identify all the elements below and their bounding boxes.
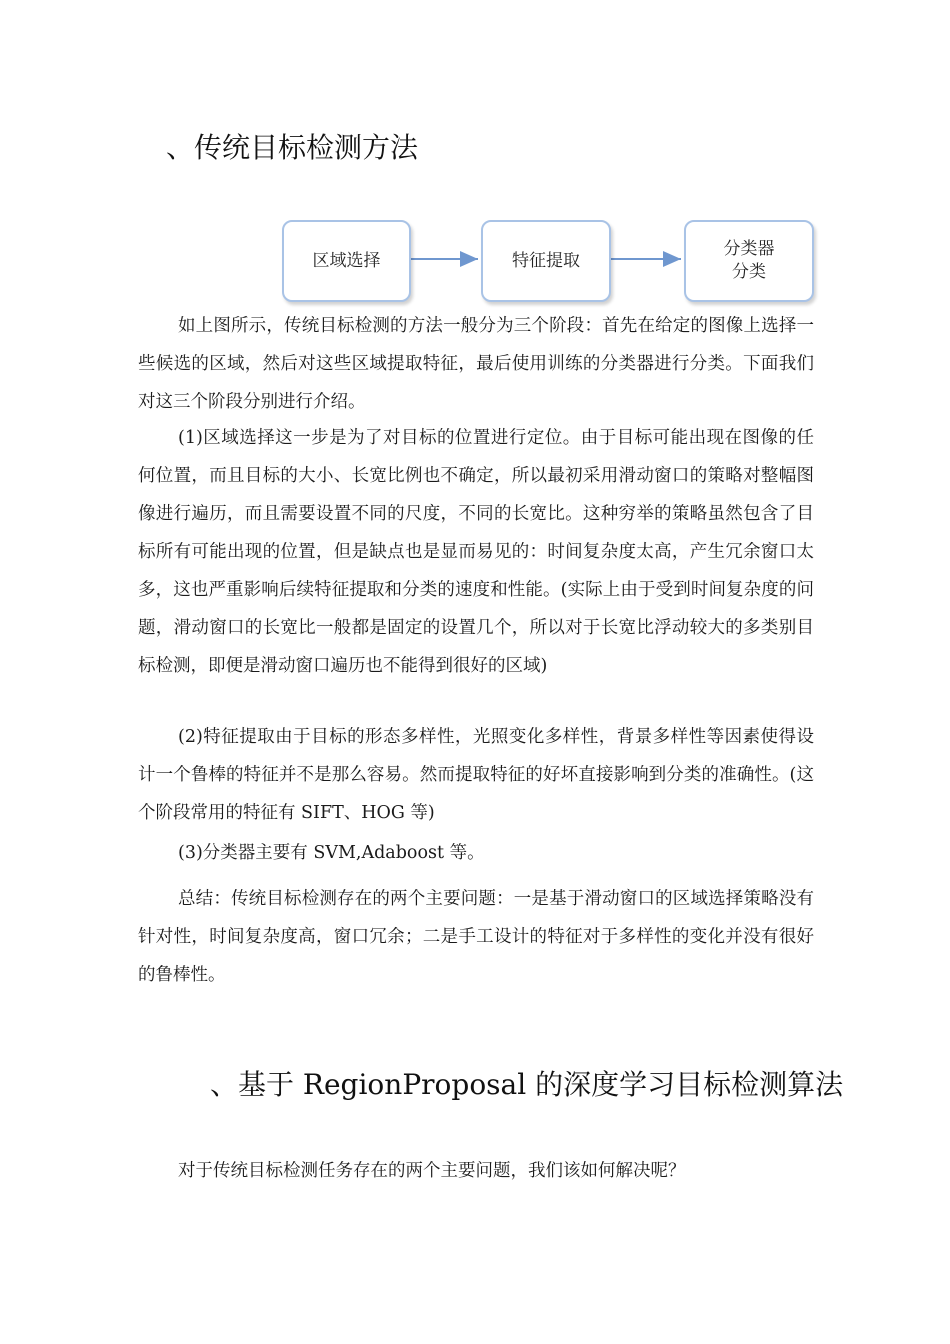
step-label: 特征提取 — [512, 250, 580, 271]
step-classifier — [684, 220, 814, 302]
step-region-selection — [282, 220, 411, 302]
classifier-paragraph: (3)分类器主要有 SVM,Adaboost 等。 — [178, 843, 485, 863]
step-feature-extraction — [481, 220, 611, 302]
step-label: 分类 — [732, 262, 766, 282]
step-label: 分类器 — [723, 239, 775, 259]
section-heading-traditional: 、传统目标检测方法 — [166, 131, 419, 164]
section-heading-region-proposal: 、基于 RegionProposal 的深度学习目标检测算法 — [210, 1068, 844, 1101]
pipeline-diagram — [270, 212, 830, 308]
summary-paragraph: 总结：传统目标检测存在的两个主要问题：一是基于滑动窗口的区域选择策略没有针对性，时间复杂度高，窗口冗余；二是手工设计的特征对于多样性的变化并没有很好的鲁棒性。 — [138, 889, 814, 985]
step-label: 区域选择 — [312, 250, 381, 271]
feature-extraction-paragraph: (2)特征提取由于目标的形态多样性，光照变化多样性，背景多样性等因素使得设计一个鲁棒的特征并不是那么容易。然而提取特征的好坏直接影响到分类的准确性。(这个阶段常用的特征有 SIFT、HOG 等) — [138, 727, 814, 823]
question-paragraph: 对于传统目标检测任务存在的两个主要问题，我们该如何解决呢？ — [178, 1161, 686, 1181]
region-selection-paragraph: (1)区域选择这一步是为了对目标的位置进行定位。由于目标可能出现在图像的任何位置，而且目标的大小、长宽比例也不确定，所以最初采用滑动窗口的策略对整幅图像进行遍历，而且需要设置不同的尺度，不同的长宽比。这种穷举的策略虽然包含了目标所有可能出现的位置，但是缺点也是显而易见的：时间复杂度太高，产生冗余窗口太多，这也严重影响后续特征提取和分类的速度和性能。(实际上由于受到时间复杂度的问题，滑动窗口的长宽比一般都是固定的设置几个，所以对于长宽比浮动较大的多类别目标检测，即便是滑动窗口遍历也不能得到很好的区域) — [138, 428, 814, 676]
intro-paragraph: 如上图所示，传统目标检测的方法一般分为三个阶段：首先在给定的图像上选择一些候选的区域，然后对这些区域提取特征，最后使用训练的分类器进行分类。下面我们对这三个阶段分别进行介绍。 — [138, 316, 814, 412]
